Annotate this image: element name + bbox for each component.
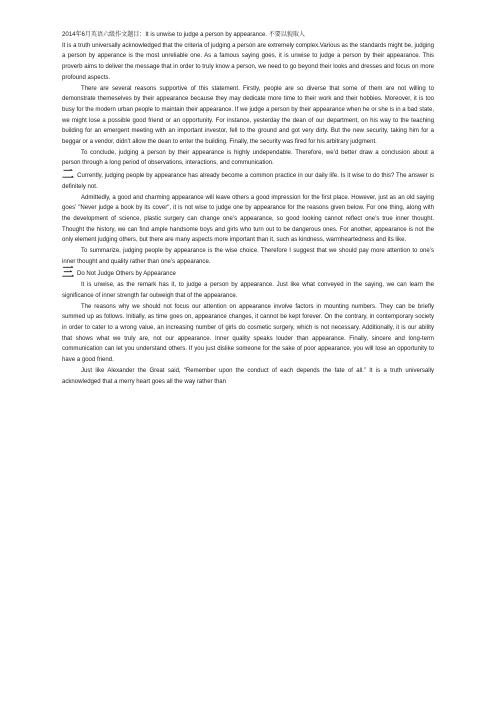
- essay2-marker: 二: [62, 167, 75, 182]
- essay3-heading-line: [62, 267, 434, 280]
- essay1-paragraph-2: There are several reasons supportive of this statement. Firstly, people are so diverse that some of them are not willing to demonstrate themeselves by their appearance because they may dedicate more time to their work and their hobbies. Moreover, it is too busy for the modern urban people to maintain their appearance. If we judge a person by their appearance when he or she is in a bad state, we might lose a possible good friend or an opportunity. For instance, yesterday the dean of our department, on his way to the teaching building for an emergent meeting with an important investor, fell to the ground and got very dirty. But the new security, taking him for a beggar or a vendor, didn’t allow the dean to enter the building. Finally, the security was fired for his arbitrary judgment.: [62, 85, 434, 146]
- essay1-paragraph-3: To conclude, judging a person by their appearance is highly undependable. Therefore, we’d better draw a conclusion about a person through a long period of observations, interactions, and communication.: [62, 149, 434, 167]
- document-title: 2014年6月英语六级作文题目：It is unwise to judge a person by appearance. 不要以貌取人: [62, 32, 305, 38]
- essay2-paragraph-3: To summarize, judging people by appearance is the wise choice. Therefore I suggest that we should pay more attention to one’s inner thought and quality rather than one’s appearance.: [62, 248, 434, 265]
- essay3-heading: Do Not Judge Others by Appearance: [77, 271, 176, 278]
- essay3-paragraph-2: The reasons why we should not focus our attention on appearance involve factors in mounting numbers. They can be briefly summed up as follows. Initially, as time goes on, appearance changes, it cannot be kept forever. On the contrary, in contemporary society in order to cater to a wrong value, an increasing number of girls do cosmetic surgery, which is not necessary. Additionally, it is our ability that shows what we truly are, not our appearance. Inner quality speaks louder than appearance. Finally, sincere and long-term communication can let you understand others. If you just dislike someone for the sake of poor appearance, you will lose an opportunity to have a good friend.: [62, 303, 434, 364]
- essay2-paragraph-1: Currently, judging people by appearance has already become a common practice in our daily life. Is it wise to do this? The answer is definitely not.: [62, 173, 434, 190]
- essay3-paragraph-1: It is unwise, as the remark has it, to judge a person by appearance. Just like what conveyed in the saying, we can learn the significance of inner strength far outweigh that of the appearance.: [62, 282, 434, 299]
- essay2-paragraph-2: Admittedly, a good and charming appearance will leave others a good impression for the first place. However, just as an old saying goes’ "Never judge a book by its cover", it is not wise to judge one by appearance for the reasons given below. For one thing, along with the development of science, plastic surgery can change one’s appearance, so good looking cannot reflect one’s true inner thought. Thought the history, we can find ample handsome boys and girls who turn out to be dangerous ones. For another, appearance is not the only element judging others, but there are many aspects more important than it, such as kindness, warmheartedness and its like.: [62, 194, 434, 244]
- essay3-paragraph-3: Just like Alexander the Great said, “Remember upon the conduct of each depends the fate of all.” It is a truth universally acknowledged that a merry heart goes all the way rather than: [62, 367, 434, 385]
- essay2-first-paragraph: [62, 169, 434, 192]
- essay1-paragraph-1: It is a truth universally acknowledged that the criteria of judging a person are extremely complex.Various as the standards might be, judging a person by apperance is the most unreliable one. As a famous saying goes, it is unwise to judge a person by their appearance. This proverb aims to deliver the message that in order to truly know a person, we need to go beyond their looks and dresses and focus on more profound aspects.: [62, 42, 434, 81]
- essay3-marker: 三: [62, 265, 75, 280]
- document-page: [62, 30, 434, 387]
